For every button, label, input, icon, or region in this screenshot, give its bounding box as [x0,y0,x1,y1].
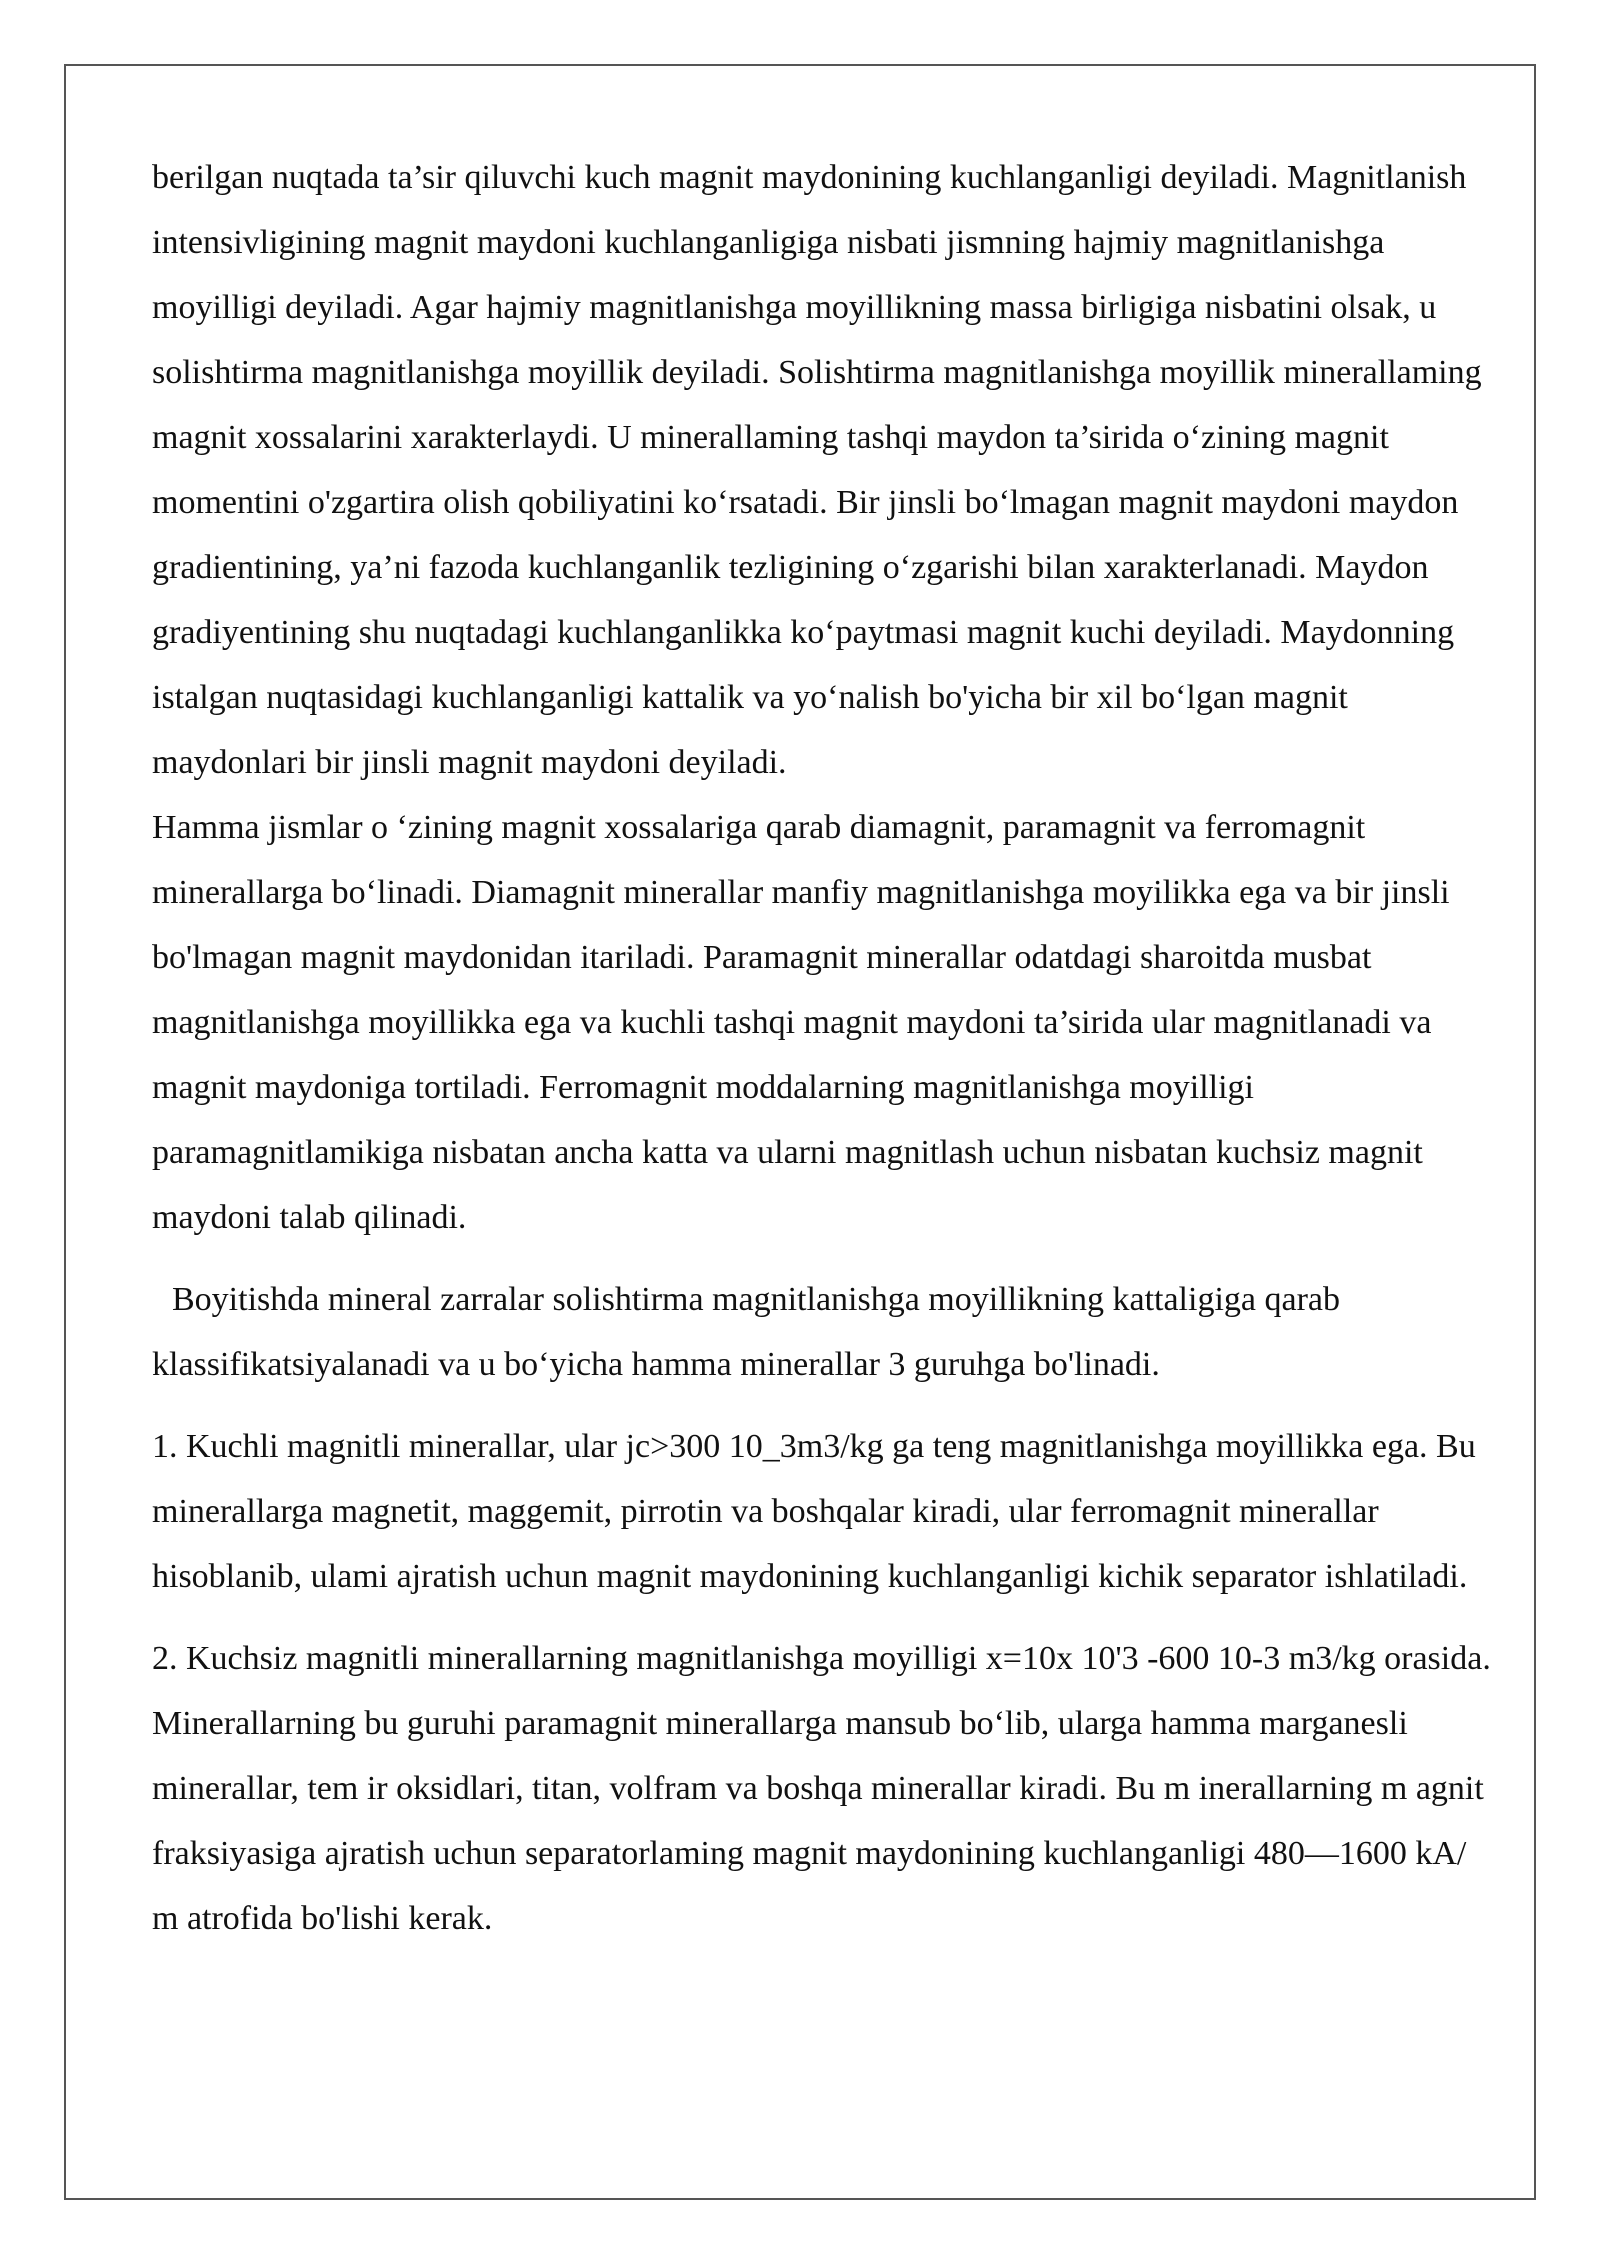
list-item-strong-magnetic: 1. Kuchli magnitli minerallar, ular jc>300 10_3m3/kg ga teng magnitlanishga moyillikka ega. Bu minerallarga magnetit, maggemit, pirrotin va boshqalar kiradi, ular ferromagnit minerallar hisoblanib, ulami ajratish uchun magnit maydonining kuchlanganligi kichik separator ishlatiladi. [152,1428,1476,1595]
document-body [152,145,1497,1951]
list-item-weak-magnetic: 2. Kuchsiz magnitli minerallarning magnitlanishga moyilligi x=10x 10'3 -600 10-3 m3/kg orasida. Minerallarning bu guruhi paramagnit minerallarga mansub bo‘lib, ularga hamma marganesli minerallar, tem ir oksidlari, titan, volfram va boshqa minerallar kiradi. Bu m inerallarning m agnit fraksiyasiga ajratish uchun separatorlaming magnit maydonining kuchlanganligi 480—1600 kA/ m atrofida bo'lishi kerak. [152,1640,1491,1937]
paragraph-magnetic-field-definitions: berilgan nuqtada ta’sir qiluvchi kuch magnit maydonining kuchlanganligi deyiladi. Magnitlanish intensivligining magnit maydoni kuchlanganligiga nisbati jismning hajmiy magnitlanishga moyilligi deyiladi. Agar hajmiy magnitlanishga moyillikning massa birligiga nisbatini olsak, u solishtirma magnitlanishga moyillik deyiladi. Solishtirma magnitlanishga moyillik minerallaming magnit xossalarini xarakterlaydi. U minerallaming tashqi maydon ta’sirida o‘zining magnit momentini o'zgartira olish qobiliyatini ko‘rsatadi. Bir jinsli bo‘lmagan magnit maydoni maydon gradientining, ya’ni fazoda kuchlanganlik tezligining o‘zgarishi bilan xarakterlanadi. Maydon gradiyentining shu nuqtadagi kuchlanganlikka ko‘paytmasi magnit kuchi deyiladi. Maydonning istalgan nuqtasidagi kuchlanganligi kattalik va yo‘nalish bo'yicha bir xil bo‘lgan magnit maydonlari bir jinsli magnit maydoni deyiladi. [152,159,1482,781]
paragraph-classification-intro: Boyitishda mineral zarralar solishtirma magnitlanishga moyillikning kattaligiga qarab klassifikatsiyalanadi va u bo‘yicha hamma minerallar 3 guruhga bo'linadi. [152,1281,1340,1383]
paragraph-magnetic-classes: Hamma jismlar o ‘zining magnit xossalariga qarab diamagnit, paramagnit va ferromagnit minerallarga bo‘linadi. Diamagnit minerallar manfiy magnitlanishga moyilikka ega va bir jinsli bo'lmagan magnit maydonidan itariladi. Paramagnit minerallar odatdagi sharoitda musbat magnitlanishga moyillikka ega va kuchli tashqi magnit maydoni ta’sirida ular magnitlanadi va magnit maydoniga tortiladi. Ferromagnit moddalarning magnitlanishga moyilligi paramagnitlamikiga nisbatan ancha katta va ularni magnitlash uchun nisbatan kuchsiz magnit maydoni talab qilinadi. [152,809,1450,1236]
